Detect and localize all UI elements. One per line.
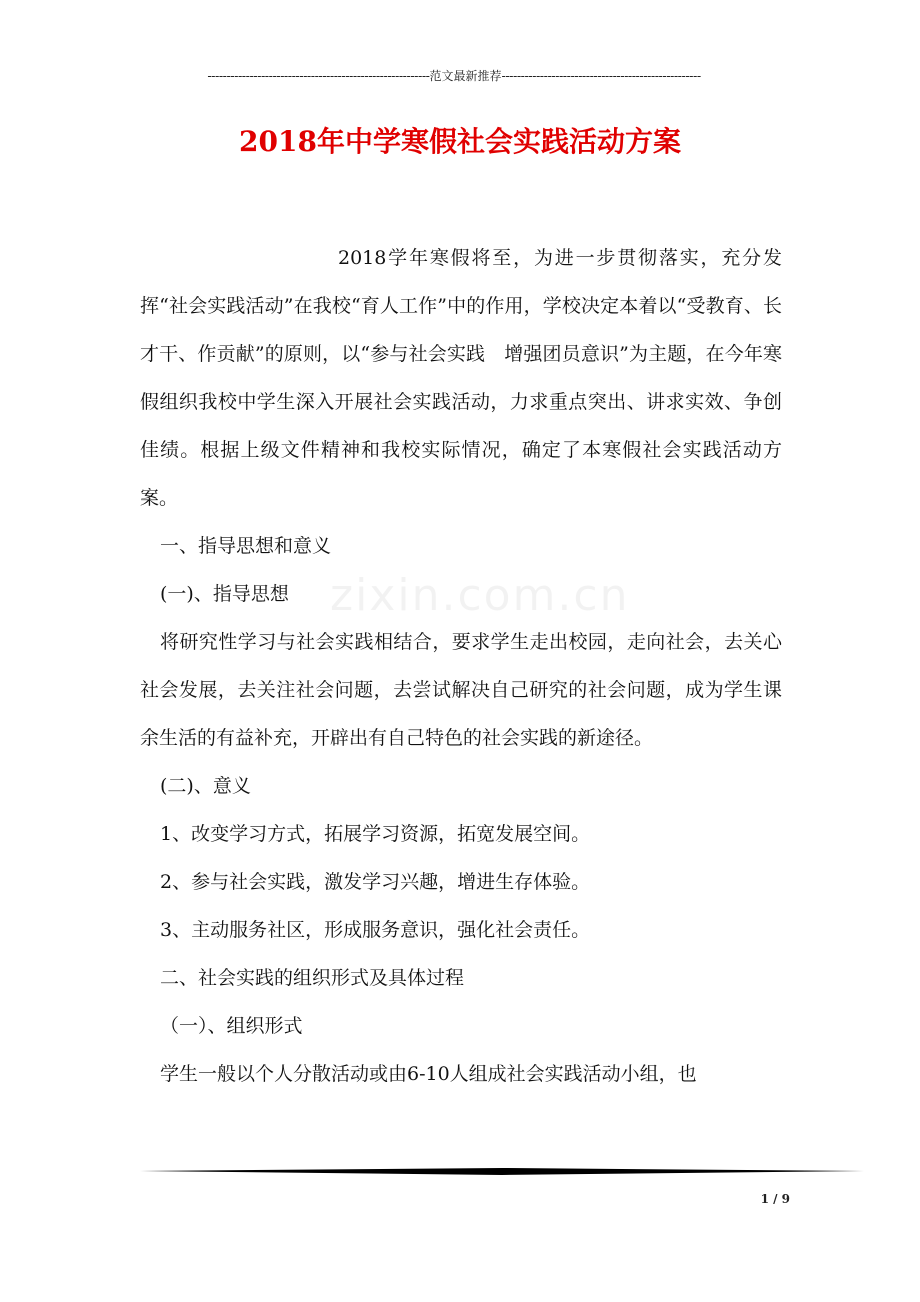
watermark: zixin.com.cn: [330, 570, 630, 621]
header-dashes-left: ----------------------------------------------------------: [207, 69, 430, 83]
list-item: 2、参与社会实践，激发学习兴趣，增进生存体验。: [160, 871, 591, 893]
section-heading-1: 一、指导思想和意义: [160, 535, 332, 557]
subsection-heading-organization: （一）、组织形式: [160, 1015, 303, 1037]
page-header: [140, 68, 768, 84]
page-number: 1 / 9: [760, 1192, 790, 1206]
footer-divider: [140, 1168, 864, 1175]
section-heading-2: 二、社会实践的组织形式及具体过程: [160, 967, 465, 989]
header-dashes-right: ----------------------------------------------------: [501, 69, 701, 83]
body-paragraph: 学生一般以个人分散活动或由6-10人组成社会实践活动小组，也: [160, 1063, 697, 1085]
list-item: 3、主动服务社区，形成服务意识，强化社会责任。: [160, 919, 591, 941]
intro-paragraph: 2018学年寒假将至，为进一步贯彻落实，充分发挥“社会实践活动”在我校“育人工作”中的作用，学校决定本着以“受教育、长才干、作贡献”的原则，以“参与社会实践 增强团员意识”为主题，在今年寒假组织我校中学生深入开展社会实践活动，力求重点突出、讲求实效、争创佳绩。根据上级文件精神和我校实际情况，确定了本寒假社会实践活动方案。: [140, 247, 782, 509]
subsection-heading-significance: (二)、意义: [160, 775, 251, 797]
list-item: 1、改变学习方式，拓展学习资源，拓宽发展空间。: [160, 823, 591, 845]
header-label: 范文最新推荐: [429, 69, 502, 83]
document-body: [140, 234, 782, 1098]
subsection-heading-guiding-thought: (一)、指导思想: [160, 583, 289, 605]
body-paragraph: 将研究性学习与社会实践相结合，要求学生走出校园，走向社会，去关心社会发展，去关注社会问题，去尝试解决自己研究的社会问题，成为学生课余生活的有益补充，开辟出有自己特色的社会实践的新途径。: [140, 631, 782, 749]
document-title: 2018年中学寒假社会实践活动方案: [239, 125, 681, 158]
